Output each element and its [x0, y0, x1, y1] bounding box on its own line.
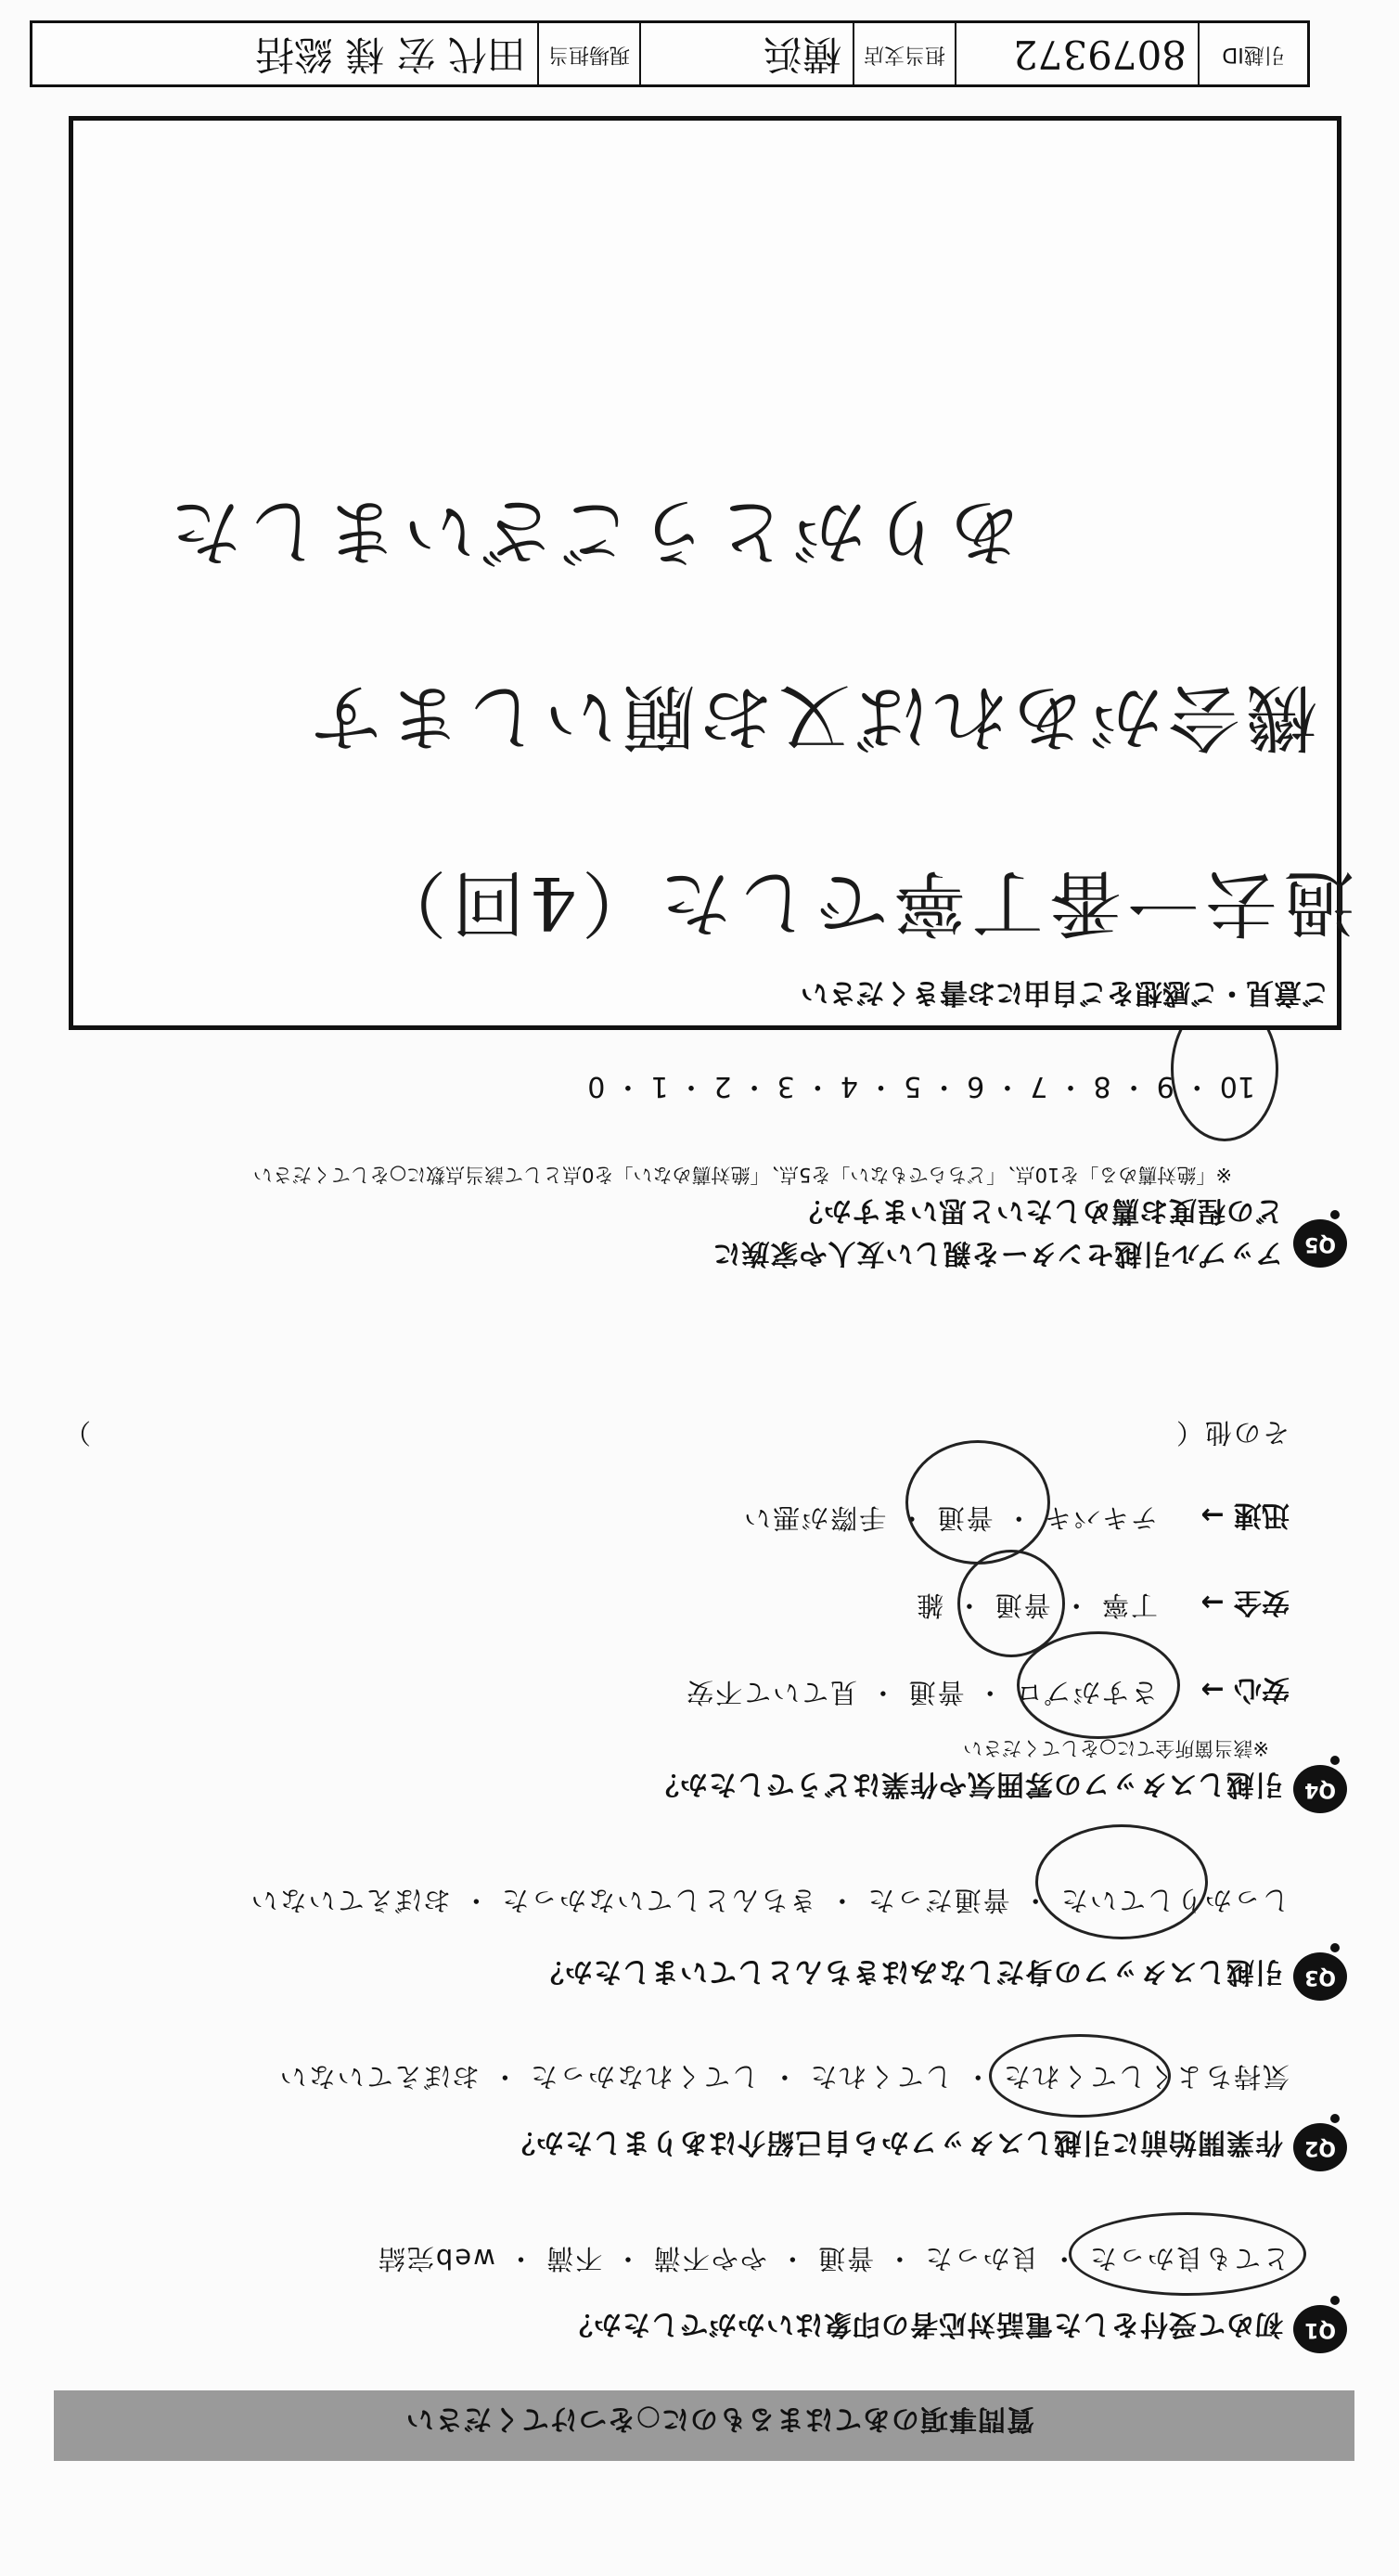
q1-options[interactable]: とても良かった ・ 良かった ・ 普通 ・ やや不満 ・ 不満 ・ web完結 — [376, 2243, 1290, 2274]
branch-label: 担当支店 — [853, 23, 955, 84]
q4-row-anzen-options[interactable]: 丁寧 ・ 普通 ・ 雑 — [915, 1590, 1158, 1621]
leader-label: 現場担当 — [537, 23, 639, 84]
q5-note: ※「絶対薦める」を10点、「どちらでもない」を5点、「絶対薦めない」を0点として該当点数に○をしてください — [252, 1164, 1232, 1186]
q2-options[interactable]: 気持ちよくしてくれた ・ してくれた ・ してくれなかった ・ おぼえていない — [277, 2061, 1290, 2093]
q3-question: 引越しスタッフの身だしなみはきちんとしていましたか？ — [535, 1955, 1283, 1988]
q4-note: ※該当箇所全てに○をしてください — [963, 1737, 1269, 1759]
q3-options[interactable]: しっかりしていた ・ 普通だった ・ きちんとしていなかった ・ おぼえていない — [249, 1885, 1290, 1916]
id-label: 引越ID — [1198, 23, 1307, 84]
q4-other-label: その他（ — [1174, 1417, 1290, 1449]
id-table — [30, 20, 1310, 87]
q4-question: 引越しスタッフの雰囲気や作業はどうでしたか？ — [650, 1768, 1283, 1800]
leader-value: 田代 宏 様 総括 — [254, 32, 526, 77]
q4-row-anzen-circle — [957, 1550, 1065, 1657]
comment-handwriting-line3: ありがとうございました — [163, 489, 1021, 573]
q5-scale[interactable]: 10 ・ 9 ・ 8 ・ 7 ・ 6 ・ 5 ・ 4 ・ 3 ・ 2 ・ 1 ・ 0 — [587, 1070, 1255, 1102]
q4-row-anshin-label: 安心 → — [1200, 1673, 1290, 1706]
q1-answer-circle — [1069, 2212, 1306, 2296]
id-value: 8079372 — [955, 23, 1198, 84]
q4-row-anzen-label: 安全 → — [1200, 1586, 1290, 1618]
q2-question: 作業開始前に引越しスタッフから自己紹介はありましたか？ — [507, 2126, 1283, 2158]
q2-answer-circle — [989, 2034, 1171, 2118]
q4-row-anshin-options[interactable]: さすがプロ ・ 普通 ・ 見ていて不安 — [685, 1677, 1158, 1708]
q4-row-jinsoku-circle — [905, 1440, 1050, 1565]
section-header — [54, 2390, 1354, 2461]
comment-handwriting-line1: 過去一番丁寧でした（4回） — [368, 860, 1355, 944]
q4-other-close: ） — [61, 1417, 91, 1449]
q1-badge: Q1 — [1293, 2305, 1347, 2353]
branch-value: 横浜 — [639, 23, 853, 84]
q1-question: 初めて受付をした電話対応者の印象はいかがでしたか？ — [564, 2308, 1283, 2340]
q4-row-jinsoku-label: 迅速 → — [1200, 1499, 1290, 1531]
q3-badge: Q3 — [1293, 1952, 1347, 2001]
q5-question-line2: どの程度お薦めしたいと思いますか？ — [794, 1194, 1283, 1227]
section-header-title: 質問事項のあてはまるものに○をつけてください — [404, 2402, 1034, 2435]
comment-title: ご意見・ご感想をご自由にお書きください — [801, 976, 1329, 1009]
comment-handwriting-line2: 機会があれば又お願いします — [304, 675, 1318, 758]
comment-box[interactable] — [69, 116, 1355, 1030]
q4-row-jinsoku-options[interactable]: テキパキ ・ 普通 ・ 手際が悪い — [742, 1502, 1158, 1534]
q3-answer-circle — [1035, 1824, 1208, 1939]
q2-badge: Q2 — [1293, 2123, 1347, 2171]
q4-badge: Q4 — [1293, 1765, 1347, 1813]
q5-question-line1: アップル引越センターを親しい友人や家族に — [712, 1237, 1283, 1269]
q5-badge: Q5 — [1293, 1219, 1347, 1268]
